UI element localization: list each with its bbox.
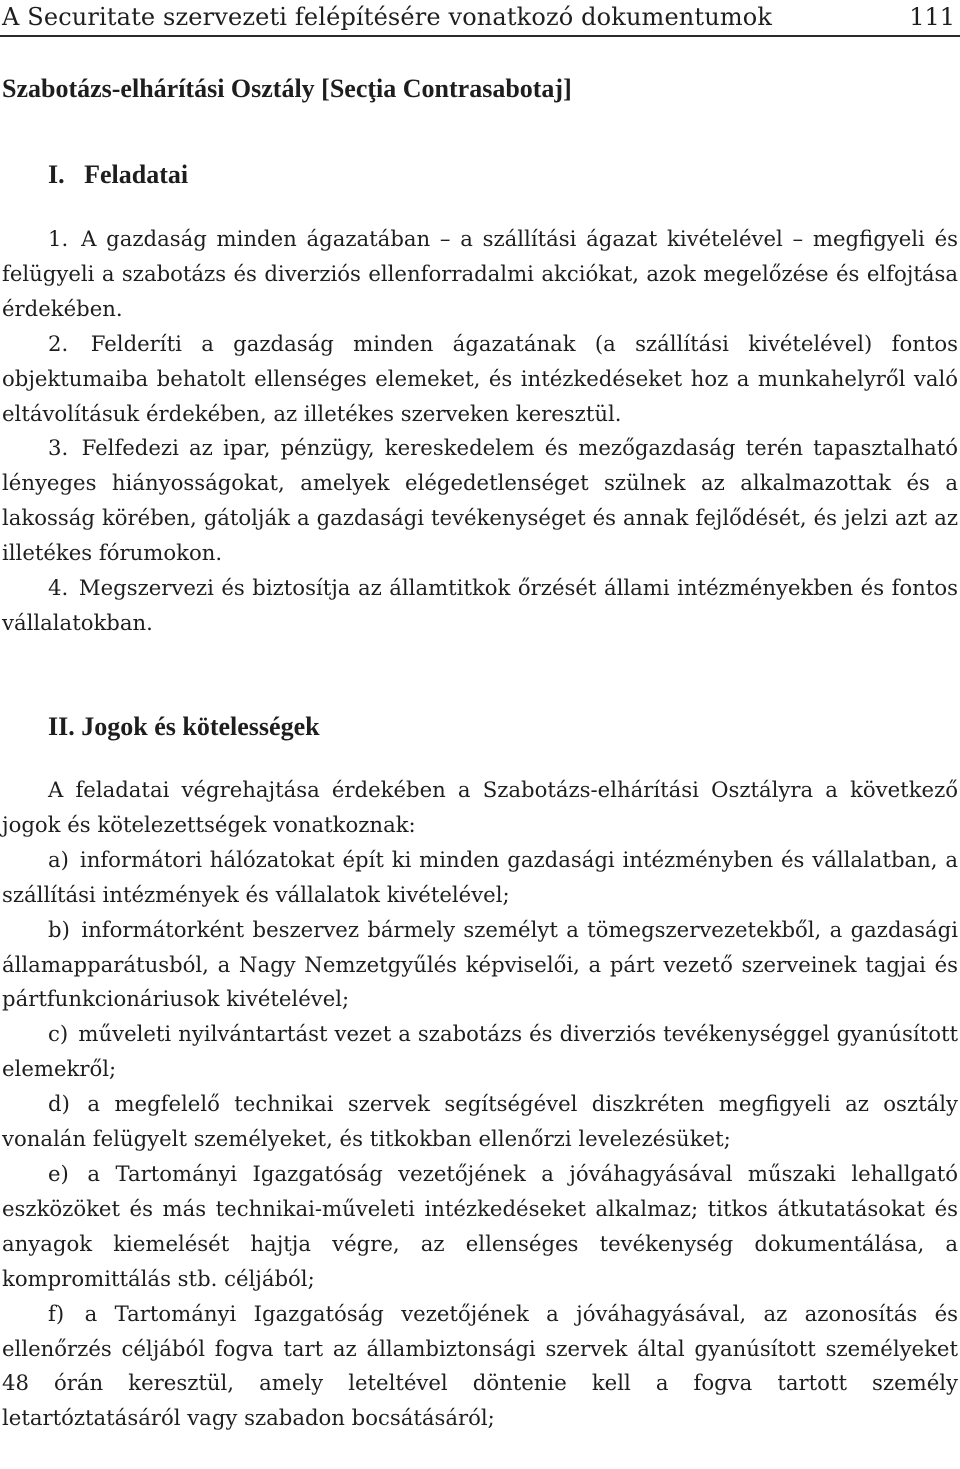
item-text: műveleti nyilvántartást vezet a szabotázs és diverziós tevékenységgel gyanúsított elemekről; [2,1021,958,1082]
item-number: 3. [48,435,69,461]
list-item [2,571,958,641]
list-item [2,1017,958,1087]
running-header-title: A Securitate szervezeti felépítésére vonatkozó dokumentumok [2,3,773,31]
list-item [2,431,958,571]
list-item [2,913,958,1018]
item-text: Megszervezi és biztosítja az államtitkok őrzését állami intézményekben és fontos vállalatokban. [2,575,958,635]
part1-heading-number: I. [48,160,65,189]
item-label: c) [48,1021,69,1047]
item-text: informátori hálózatokat épít ki minden gazdasági intézményben és vállalatban, a szállítási intézmények és vállalatok kivételével; [2,846,958,907]
part2-body [2,773,958,1436]
item-label: e) [48,1160,69,1186]
item-text: a Tartományi Igazgatóság vezetőjének a jóváhagyásával, az azonosítás és ellenőrzés céljából fogva tart az állambiztonsági szervek által gyanúsított személyeket 48 órán keresztül, amely leteltével döntenie kell a fogva tartott személy letartóztatásáról vagy szabadon bocsátásáról; [2,1300,958,1431]
item-text: a megfelelő technikai szervek segítségével diszkréten megfigyeli az osztály vonalán felügyelt személyeket, és titkokban ellenőrzi levelezésüket; [2,1091,958,1152]
item-text: Felderíti a gazdaság minden ágazatának (a szállítási kivételével) fontos objektumaiba behatolt ellenséges elemeket, és intézkedéseket hoz a munkahelyről való eltávolításuk érdekében, az illetékes szerveken keresztül. [2,330,958,426]
item-text: informátorként beszervez bármely személyt a tömegszervezetekből, a gazdasági államapparátusból, a Nagy Nemzetgyűlés képviselői, a párt vezető szerveinek tagjai és pártfunkcionáriusok kivételével; [2,916,958,1012]
item-text: Felfedezi az ipar, pénzügy, kereskedelem és mezőgazdaság terén tapasztalható lényeges hiányosságokat, amelyek elégedetlenséget szülnek az alkalmazottak és a lakosság körében, gátolják a gazdasági tevékenységet és annak fejlődését, és jelzi azt az illetékes fórumokon. [2,435,958,566]
page-number: 111 [909,3,955,31]
list-item [2,1087,958,1157]
item-text: a Tartományi Igazgatóság vezetőjének a jóváhagyásával műszaki lehallgató eszközöket és más technikai-műveleti intézkedéseket alkalmaz; titkos átkutatásokat és anyagok kiemelését hajtja végre, az ellenséges tevékenység dokumentálása, a kompromittálás stb. céljából; [2,1160,958,1291]
part1-items [2,222,958,641]
part1-heading [48,160,188,190]
list-item [2,327,958,432]
list-item [2,1157,958,1297]
list-item [2,222,958,327]
item-number: 4. [48,575,69,601]
item-number: 2. [48,330,69,356]
item-label: b) [48,916,70,942]
intro-paragraph: A feladatai végrehajtása érdekében a Szabotázs-elhárítási Osztályra a következő jogok és kötelezettségek vonatkoznak: [2,777,958,837]
item-label: f) [48,1300,65,1326]
list-item [2,843,958,913]
part2-heading-number: II. [48,712,75,741]
item-label: a) [48,846,69,872]
item-text: A gazdaság minden ágazatában – a szállítási ágazat kivételével – megfigyeli és felügyeli a szabotázs és diverziós ellenforradalmi akciókat, azok megelőzése és elfojtása érdekében. [2,226,958,321]
part2-heading-text: Jogok és kötelességek [81,712,320,741]
running-header [0,0,960,37]
section-title: Szabotázs-elhárítási Osztály [Secţia Contrasabotaj] [2,74,572,103]
item-label: d) [48,1091,70,1117]
part1-heading-text: Feladatai [84,160,189,189]
list-item [2,1297,958,1437]
part2-heading [48,712,320,742]
item-number: 1. [48,226,69,251]
